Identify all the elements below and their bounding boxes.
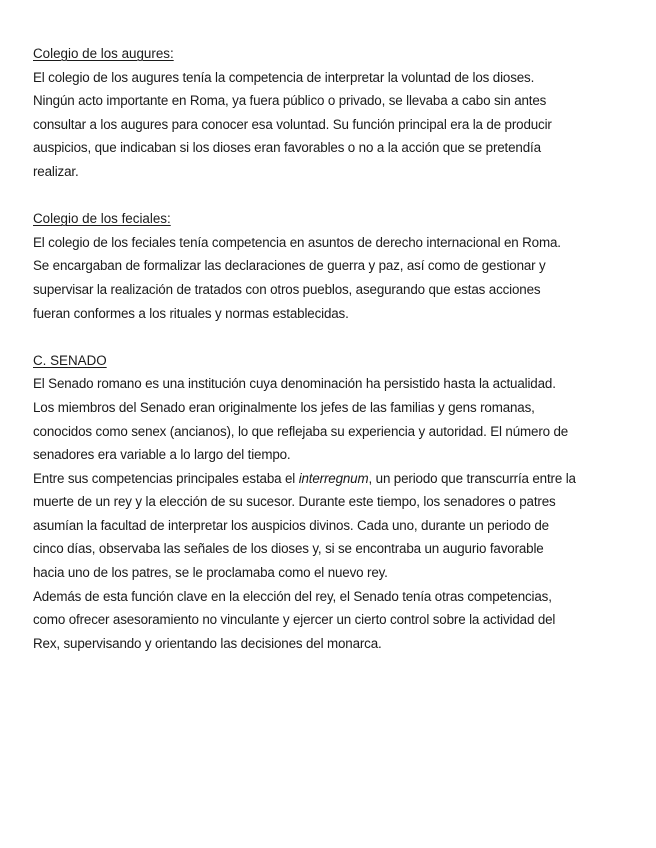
document-page xyxy=(33,42,633,655)
text-line: consultar a los augures para conocer esa voluntad. Su función principal era la de producir xyxy=(33,116,552,132)
text-line: senadores era variable a lo largo del tiempo. xyxy=(33,447,291,463)
text-line: conocidos como senex (ancianos), lo que reflejaba su experiencia y autoridad. El número de xyxy=(33,423,569,439)
paragraph-senado-intro xyxy=(33,372,633,466)
section-heading-feciales: Colegio de los feciales: xyxy=(33,211,171,227)
text-line: El colegio de los augures tenía la competencia de interpretar la voluntad de los dioses. xyxy=(33,69,535,85)
text-line: Los miembros del Senado eran originalmente los jefes de las familias y gens romanas, xyxy=(33,399,535,415)
section-heading-senado: C. SENADO xyxy=(33,352,107,368)
text-line: muerte de un rey y la elección de su sucesor. Durante este tiempo, los senadores o patres xyxy=(33,494,556,510)
text-line: realizar. xyxy=(33,163,79,179)
text-line xyxy=(33,467,633,491)
paragraph-senado-competencias xyxy=(33,585,633,656)
section-heading-augures: Colegio de los augures: xyxy=(33,46,174,61)
text-line: Rex, supervisando y orientando las decisiones del monarca. xyxy=(33,635,382,651)
section-augures xyxy=(33,42,633,184)
paragraph-augures xyxy=(33,66,633,184)
text-line: fueran conformes a los rituales y normas establecidas. xyxy=(33,305,349,321)
text-line: hacia uno de los patres, se le proclamaba como el nuevo rey. xyxy=(33,565,388,581)
text-line: El Senado romano es una institución cuya denominación ha persistido hasta la actualidad. xyxy=(33,376,556,392)
paragraph-senado-interregnum xyxy=(33,467,633,585)
section-feciales xyxy=(33,207,633,325)
text-line: asumían la facultad de interpretar los auspicios divinos. Cada uno, durante un periodo de xyxy=(33,517,549,533)
paragraph-feciales xyxy=(33,231,633,325)
text-line: Ningún acto importante en Roma, ya fuera público o privado, se llevaba a cabo sin antes xyxy=(33,93,547,109)
text-line: Se encargaban de formalizar las declaraciones de guerra y paz, así como de gestionar y xyxy=(33,258,546,274)
italic-term-interregnum: interregnum xyxy=(298,470,369,486)
text-line: supervisar la realización de tratados con otros pueblos, asegurando que estas acciones xyxy=(33,281,541,297)
text-line: Además de esta función clave en la elección del rey, el Senado tenía otras competencias, xyxy=(33,588,552,604)
text-line: cinco días, observaba las señales de los dioses y, si se encontraba un augurio favorable xyxy=(33,541,544,557)
section-senado xyxy=(33,349,633,656)
text-line: auspicios, que indicaban si los dioses eran favorables o no a la acción que se pretendía xyxy=(33,140,541,156)
text-line: El colegio de los feciales tenía competencia en asuntos de derecho internacional en Roma. xyxy=(33,234,561,250)
text-fragment: Entre sus competencias principales estaba el xyxy=(33,470,299,486)
text-fragment: , un periodo que transcurría entre la xyxy=(368,470,576,486)
text-line: como ofrecer asesoramiento no vinculante y ejercer un cierto control sobre la actividad del xyxy=(33,612,556,628)
